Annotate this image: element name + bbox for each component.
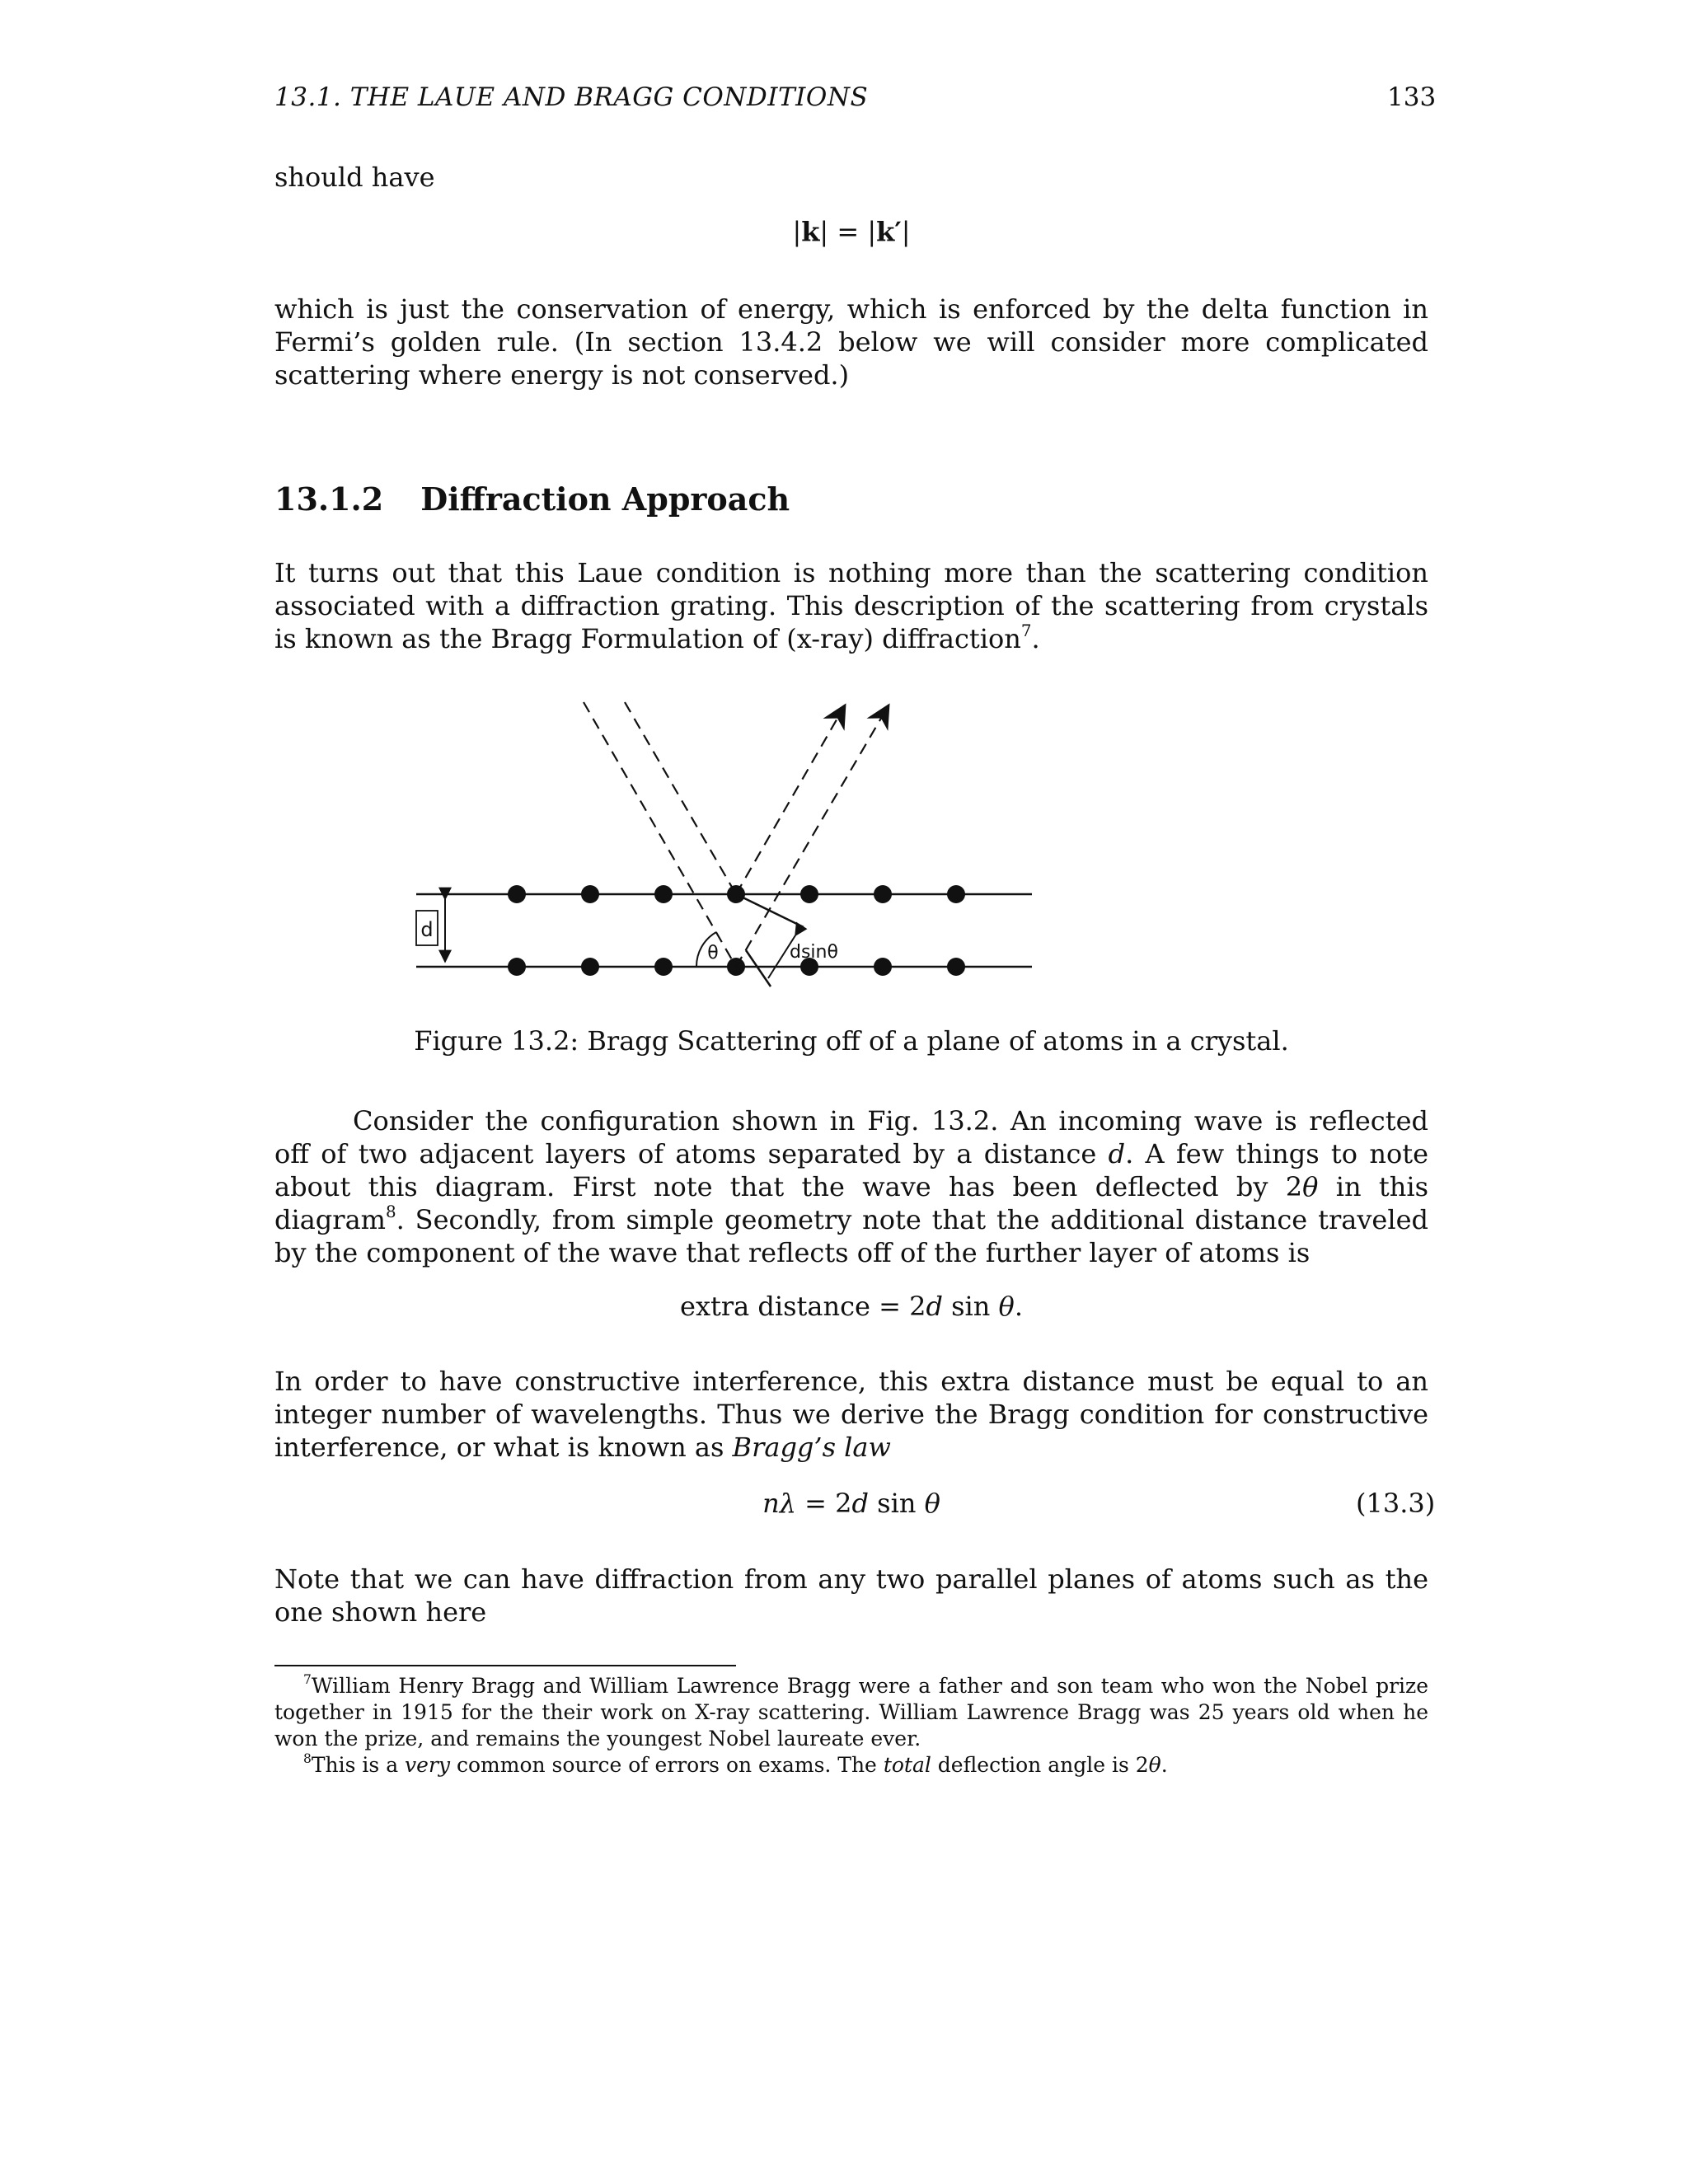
footnote-7: $^7$William Henry Bragg and William Lawrence Bragg were a father and son team who won the Nobel prize together in 1915 for the their work on X-ray scattering. William Lawrence Bragg was 25 years old when he won the prize, and remains the youngest Nobel laureate ever. <box>274 1672 1428 1750</box>
equation-braggs-law: nλ = 2d sin θ <box>762 1488 940 1519</box>
paragraph-note: Note that we can have diffraction from any two parallel planes of atoms such as the one shown here <box>274 1563 1428 1628</box>
equation-k-magnitude: |k| = |k′| <box>792 216 911 247</box>
braggs-law-term: Bragg’s law <box>732 1432 891 1463</box>
atom <box>581 885 599 903</box>
equation-extra-distance: extra distance = 2d sin θ. <box>680 1291 1023 1322</box>
d-label: d <box>420 918 434 941</box>
paragraph-intro: should have <box>274 162 435 193</box>
section-number: 13.1.2 <box>274 480 384 518</box>
theta-label: θ <box>707 943 719 963</box>
running-header: 13.1. THE LAUE AND BRAGG CONDITIONS <box>274 82 869 112</box>
incoming-ray-upper <box>625 702 736 894</box>
atom <box>874 958 892 976</box>
eq-k-prime: k′ <box>876 216 902 247</box>
paragraph-configuration: Consider the configuration shown in Fig. 13.2. An incoming wave is reflected off of two adjacent layers of atoms separated by a distance d. A few things to note about this diagram. First note that the wave has been deflected by 2θ in this diagram$^8$. Secondly, from simple geometry note that the additional distance traveled by the component of the wave that reflects off of the further layer of atoms is <box>274 1105 1429 1268</box>
atom <box>654 885 673 903</box>
atom <box>508 958 526 976</box>
footnote-8: $^8$This is a very common source of errors on exams. The total deflection angle is 2θ. <box>303 1751 1168 1777</box>
paragraph-laue: It turns out that this Laue condition is nothing more than the scattering condition associated with a diffraction grating. This description of the scattering from crystals is known as the Bragg Formulation of (x-ray) diffraction$^7$. <box>274 557 1428 654</box>
incoming-ray-lower <box>584 702 736 967</box>
eq-k: k <box>801 216 820 247</box>
equation-number: (13.3) <box>1356 1488 1436 1519</box>
outgoing-ray-lower <box>736 705 889 967</box>
bragg-diagram <box>0 0 1688 1022</box>
page-number: 133 <box>1387 82 1437 112</box>
atom <box>800 885 818 903</box>
footnote-mark-8: 8 <box>386 1202 396 1222</box>
paragraph-energy: which is just the conservation of energy, which is enforced by the delta function in Fermi’s golden rule. (In section 13.4.2 below we will consider more complicated scattering where energy is not conserved.) <box>274 293 1428 391</box>
atom <box>874 885 892 903</box>
atom <box>508 885 526 903</box>
dsin-label: dsinθ <box>790 942 838 963</box>
figure-caption: Figure 13.2: Bragg Scattering off of a plane of atoms in a crystal. <box>414 1025 1289 1057</box>
atom <box>654 958 673 976</box>
dsin-lower-segment <box>746 950 771 987</box>
dsin-upper-segment <box>736 894 804 927</box>
footnote-mark-7: 7 <box>1020 621 1032 641</box>
outgoing-ray-upper <box>736 705 845 894</box>
section-title: Diffraction Approach <box>420 480 790 518</box>
atom <box>581 958 599 976</box>
atom <box>947 885 965 903</box>
paragraph-constructive: In order to have constructive interference, this extra distance must be equal to an integer number of wavelengths. Thus we derive the Bragg condition for constructive interference, or what is known as Bragg’s law <box>274 1366 1428 1463</box>
footnote-rule <box>274 1665 736 1666</box>
atom <box>947 958 965 976</box>
